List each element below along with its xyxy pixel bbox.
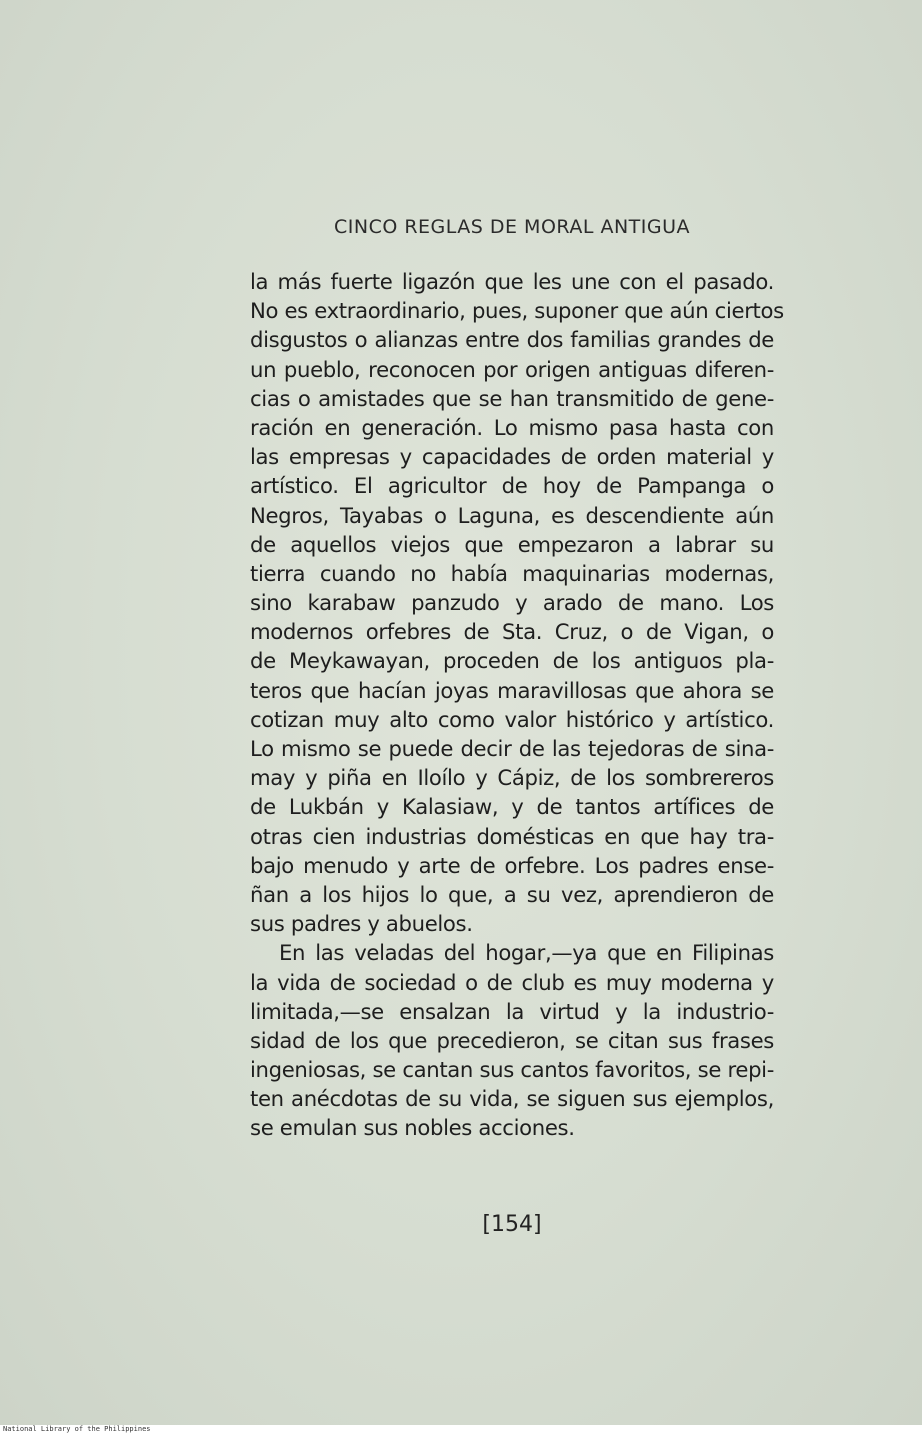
text-line: cias o amistades que se han transmitido de gene- bbox=[250, 385, 774, 411]
text-line: may y piña en Iloílo y Cápiz, de los sombrereros bbox=[250, 765, 774, 791]
footer-credit: National Library of the Philippines bbox=[3, 1425, 151, 1433]
text-line: Lo mismo se puede decir de las tejedoras de sina- bbox=[250, 736, 774, 761]
body-text bbox=[250, 267, 784, 1143]
text-line: sidad de los que precedieron, se citan sus frases bbox=[250, 1027, 774, 1053]
text-line: de Meykawayan, proceden de los antiguos pla- bbox=[250, 648, 774, 674]
text-line: se emulan sus nobles acciones. bbox=[250, 1115, 575, 1141]
text-line: En las veladas del hogar,—ya que en Filipinas bbox=[279, 940, 774, 966]
paragraph-1 bbox=[250, 267, 784, 938]
text-line: artístico. El agricultor de hoy de Pampanga o bbox=[250, 473, 774, 499]
text-line: ración en generación. Lo mismo pasa hasta con bbox=[250, 414, 774, 440]
text-line: un pueblo, reconocen por origen antiguas diferen- bbox=[250, 356, 774, 382]
text-line: sus padres y abuelos. bbox=[250, 911, 473, 937]
text-line: de aquellos viejos que empezaron a labrar su bbox=[250, 531, 774, 557]
text-line: Negros, Tayabas o Laguna, es descendiente aún bbox=[250, 502, 774, 528]
text-line: tierra cuando no había maquinarias modernas, bbox=[250, 560, 774, 586]
running-head: CINCO REGLAS DE MORAL ANTIGUA bbox=[333, 216, 691, 238]
paragraph-2 bbox=[250, 938, 774, 1142]
text-line: sino karabaw panzudo y arado de mano. Los bbox=[250, 590, 774, 616]
text-line: otras cien industrias domésticas en que hay tra- bbox=[250, 823, 774, 849]
text-line: modernos orfebres de Sta. Cruz, o de Vigan, o bbox=[250, 619, 774, 645]
page-number: [154] bbox=[482, 1212, 542, 1237]
text-line: ñan a los hijos lo que, a su vez, aprendieron de bbox=[250, 881, 774, 907]
text-line: cotizan muy alto como valor histórico y artístico. bbox=[250, 706, 774, 732]
text-line: ingeniosas, se cantan sus cantos favoritos, se repi- bbox=[250, 1057, 774, 1083]
text-line: teros que hacían joyas maravillosas que ahora se bbox=[250, 677, 774, 703]
text-line: limitada,—se ensalzan la virtud y la industrio- bbox=[250, 998, 774, 1024]
text-line: la vida de sociedad o de club es muy moderna y bbox=[250, 969, 774, 995]
text-line: disgustos o alianzas entre dos familias grandes de bbox=[250, 327, 774, 353]
text-line: las empresas y capacidades de orden material y bbox=[250, 444, 774, 470]
text-line: ten anécdotas de su vida, se siguen sus ejemplos, bbox=[250, 1086, 774, 1112]
text-line: la más fuerte ligazón que les une con el pasado. bbox=[250, 269, 774, 294]
text-line: No es extraordinario, pues, suponer que aún ciertos bbox=[250, 298, 784, 324]
text-line: de Lukbán y Kalasiaw, y de tantos artífices de bbox=[250, 794, 774, 820]
text-line: bajo menudo y arte de orfebre. Los padres ense- bbox=[250, 852, 774, 878]
